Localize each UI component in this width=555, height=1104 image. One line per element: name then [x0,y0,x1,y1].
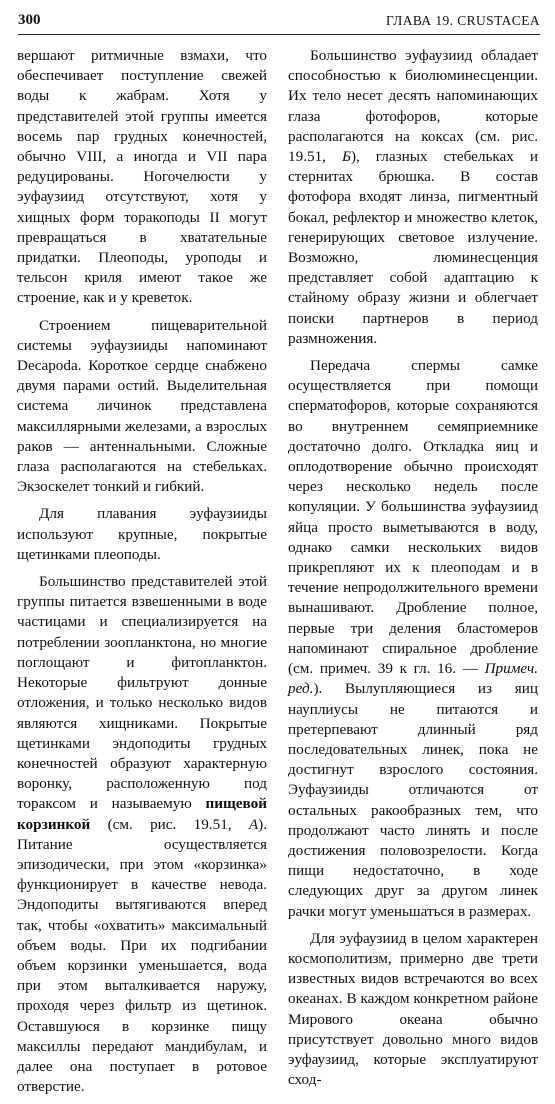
page-header [18,12,540,35]
text-run: Большинство представителей этой группы питается взвешенными в воде частицами и специализируется на потреблении зоопланктона, но многие поглощают и фитопланктон. Некоторые фильтруют донные отложения, и только несколько видов являются хищниками. Покрытые щетинками эндоподиты грудных конечностей образуют характерную воронку, расположенную под тораксом и называемую [17,573,267,813]
right-column [288,46,538,1097]
running-head: ГЛАВА 19. CRUSTACEA [385,13,540,28]
paragraph [288,46,538,349]
paragraph: вершают ритмичные взмахи, что обеспечивает поступление свежей воды к жабрам. Хотя у представителей этой группы имеется восемь пар грудных конечностей, обычно VIII, а иногда и VII пара редуцированы. Ногочелюсти у эуфаузиид отсутствуют, хотя у хищных форм торакоподы II могут превращаться в хватательные придатки. Плеоподы, уроподы и тельсон криля имеют такое же строение, как и у креветок. [17,47,267,307]
paragraph [288,356,538,922]
editor-note: Примеч. ред. [288,660,538,698]
figure-ref: А [248,815,259,833]
text-run: ). Вылупляющиеся из яиц науплиусы не питаются и претерпевают длинный ряд последовательных линек, пока не достигнут взрослого состояния. Эуфаузииды отличаются от остальных ракообразных тем, что продолжают часто линять и после достижения половозрелости. Когда пищи недостаточно, в ходе следующих друг за другом линек рачки могут уменьшаться в размерах. [288,680,538,920]
paragraph: Для плавания эуфаузииды используют крупные, покрытые щетинками плеоподы. [17,505,267,563]
text-run: Передача спермы самке осуществляется при помощи сперматофоров, которые сохраняются во внутреннем семяприемнике достаточно долго. Откладка яиц и оплодотворение обычно происходят через несколько недель после копуляции. У большинства эуфаузиид яйца просто выметываются в воду, однако самки нескольких видов прикрепляют их к плеоподам и в течение непродолжительного времени вынашивают. Дробление полное, первые три деления бластомеров напоминают спиральное дробление (см. примеч. 39 к гл. 16. — [288,357,538,678]
text-run: (см. рис. 19.51, [107,815,232,833]
figure-ref: Б [341,148,351,166]
paragraph: Строением пищеварительной системы эуфаузииды напоминают Decapoda. Короткое сердце снабжено двумя парами остий. Выделительная система личинок представлена максиллярными железами, а взрослых раков — антеннальными. Сложные глаза располагаются на стебельках. Экзоскелет тонкий и гибкий. [17,316,267,496]
text-run: ). Питание осуществляется эпизодически, при этом «корзинка» функционирует в качестве невода. Эндоподиты вытягиваются вперед так, чтобы «охватить» максимальный объем воды. При их подгибании объем корзинки уменьшается, вода при этом выталкивается наружу, проходя через фильтр из щетинок. Оставшуюся в корзинке пищу максиллы передают мандибулам, и далее она поступает в ротовое отверстие. [17,815,268,1096]
text-run: ), глазных стебельках и стернитах брюшка. В состав фотофора входят линза, пигментный бокал, рефлектор и множество клеток, генерирующих световое излучение. Возможно, люминесценция представляет собой адаптацию к стайному образу жизни и облегчает поиски партнеров в период размножения. [288,148,538,347]
paragraph [17,572,267,1097]
left-column [17,46,267,1104]
paragraph: Для эуфаузиид в целом характерен космополитизм, примерно две трети известных видов встречаются во всех океанах. В каждом конкретном районе Мирового океана обычно присутствует довольно много видов эуфаузиид, которые эксплуатируют сход- [288,929,538,1089]
term-bold: пищевой корзинкой [17,795,267,833]
text-run: Большинство эуфаузиид обладает способностью к биолюминесценции. Их тело несет десять напоминающих глаза фотофоров, которые располагаются на коксах (см. рис. 19.51, [288,47,538,166]
page-number: 300 [18,12,41,28]
